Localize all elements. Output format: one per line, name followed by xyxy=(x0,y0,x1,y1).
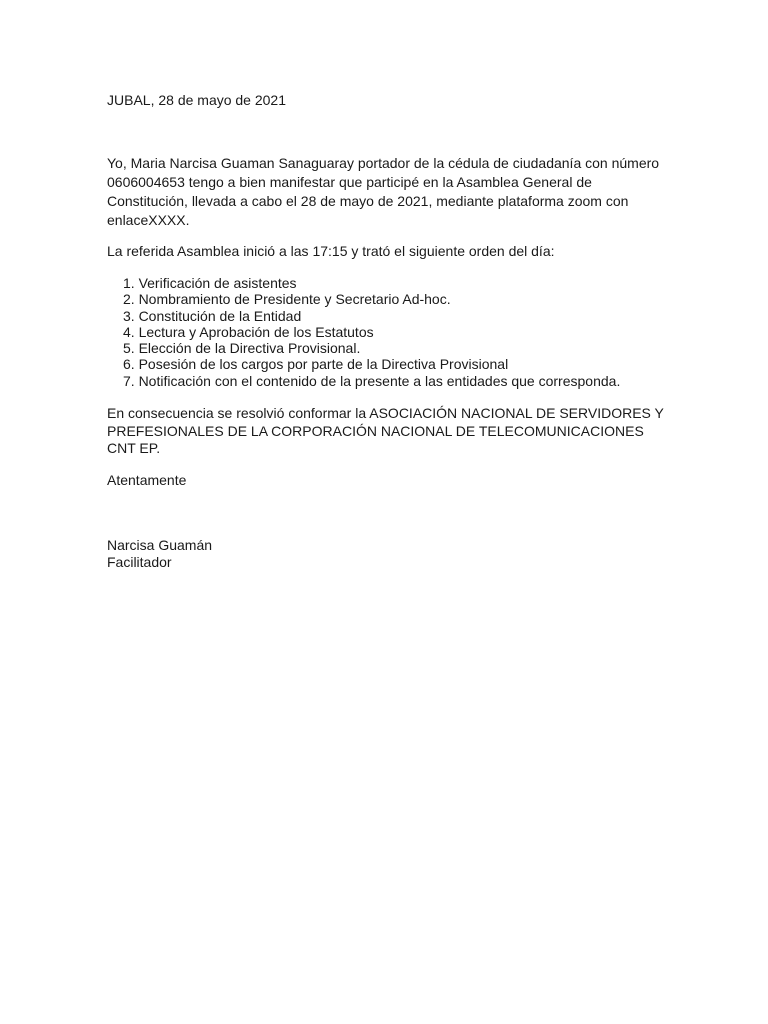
agenda-item: 4. Lectura y Aprobación de los Estatutos xyxy=(123,323,374,340)
assembly-paragraph: La referida Asamblea inició a las 17:15 y trató el siguiente orden del día: xyxy=(107,243,555,259)
closing-line: Atentamente xyxy=(107,472,187,488)
agenda-item: 7. Notificación con el contenido de la presente a las entidades que corresponda. xyxy=(123,372,621,389)
agenda-item: 6. Posesión de los cargos por parte de la Directiva Provisional xyxy=(123,356,509,373)
agenda-item: 5. Elección de la Directiva Provisional. xyxy=(123,340,361,357)
agenda-list xyxy=(123,275,683,389)
signer-name: Narcisa Guamán xyxy=(107,537,213,553)
declaration-paragraph: Yo, Maria Narcisa Guaman Sanaguaray portador de la cédula de ciudadanía con número 0606004653 tengo a bien manifestar que participé en la Asamblea General de Constitución, llevada a cabo el 28 de mayo de 2021, mediante plataforma zoom con enlaceXXXX. xyxy=(107,155,660,228)
date-line: JUBAL, 28 de mayo de 2021 xyxy=(107,92,287,108)
resolution-paragraph: En consecuencia se resolvió conformar la ASOCIACIÓN NACIONAL DE SERVIDORES Y PREFESIONALES DE LA CORPORACIÓN NACIONAL DE TELECOMUNICACIONES CNT EP. xyxy=(107,405,664,456)
signer-role: Facilitador xyxy=(107,554,172,570)
agenda-item: 3. Constitución de la Entidad xyxy=(123,307,302,324)
signature-block xyxy=(107,537,667,571)
agenda-item: 2. Nombramiento de Presidente y Secretario Ad-hoc. xyxy=(123,291,451,308)
agenda-item: 1. Verificación de asistentes xyxy=(123,275,297,291)
